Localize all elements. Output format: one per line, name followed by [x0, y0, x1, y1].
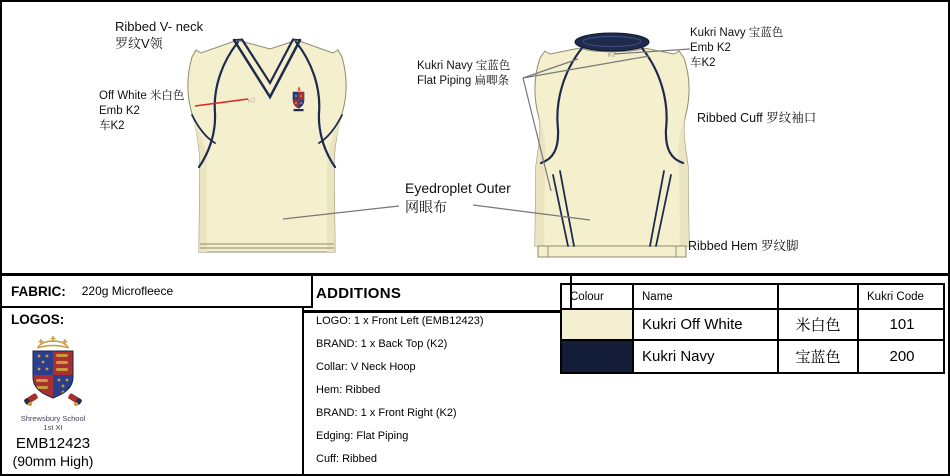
annotation-ribbed-v-neck: Ribbed V- neck 罗纹V领 [115, 19, 204, 51]
annotation-eyedroplet-outer: Eyedroplet Outer 网眼布 [405, 180, 511, 215]
logo-emb-code: EMB12423 [15, 435, 91, 452]
logos-label: LOGOS: [11, 312, 65, 327]
annotation-off-white-emb: Off White 米白色 Emb K2 车K2 [99, 90, 185, 132]
annotation-flat-piping: Kukri Navy 宝蓝色 Flat Piping 扁唧条 [417, 60, 511, 87]
additions-header [304, 276, 572, 313]
garment-back-illustration [535, 33, 689, 257]
kukri-code: 200 [889, 348, 915, 365]
colour-name-chinese: 宝蓝色 [779, 341, 859, 372]
annotation-ribbed-hem: Ribbed Hem 罗纹脚 [688, 239, 799, 253]
colour-table-header-code: Kukri Code [859, 285, 945, 310]
k2-brand-mark-back: K2 [607, 51, 617, 59]
fabric-box [2, 276, 313, 308]
fabric-label: FABRIC: [11, 283, 66, 299]
garment-front-illustration [188, 40, 346, 253]
school-crest-logo [22, 334, 84, 414]
colour-name: Kukri Off White [634, 310, 779, 341]
logo-emb-size: (90mm High) [12, 453, 94, 469]
annotation-ribbed-cuff: Ribbed Cuff 罗纹袖口 [697, 111, 817, 125]
colour-table-header-colour: Colour [562, 285, 634, 310]
addition-item: Collar: V Neck Hoop [316, 361, 416, 373]
addition-item: LOGO: 1 x Front Left (EMB12423) [316, 315, 484, 327]
addition-item: Edging: Flat Piping [316, 430, 409, 442]
addition-item: BRAND: 1 x Back Top (K2) [316, 338, 448, 350]
addition-item: Cuff: Ribbed [316, 453, 377, 465]
swatch-off-white [562, 310, 634, 341]
kukri-code: 101 [859, 310, 945, 341]
annotation-navy-emb: Kukri Navy 宝蓝色 Emb K2 车K2 [690, 27, 784, 69]
colour-name: Kukri Navy [634, 341, 779, 372]
addition-item: Hem: Ribbed [316, 384, 381, 396]
crest-caption: Shrewsbury School 1st XI [20, 414, 86, 432]
colour-name-chinese: 米白色 [779, 310, 859, 341]
additions-list [304, 315, 570, 476]
colour-table [560, 283, 945, 374]
addition-item: BRAND: 1 x Front Right (K2) [316, 407, 457, 419]
additions-title: ADDITIONS [316, 284, 402, 302]
fabric-value: 220g Microfleece [81, 284, 174, 298]
swatch-navy [562, 341, 634, 372]
k2-brand-mark-front: K2 [247, 96, 257, 105]
colour-table-header-name: Name [634, 285, 779, 310]
colour-table-header-chinese [779, 285, 859, 310]
logos-box [2, 308, 304, 474]
